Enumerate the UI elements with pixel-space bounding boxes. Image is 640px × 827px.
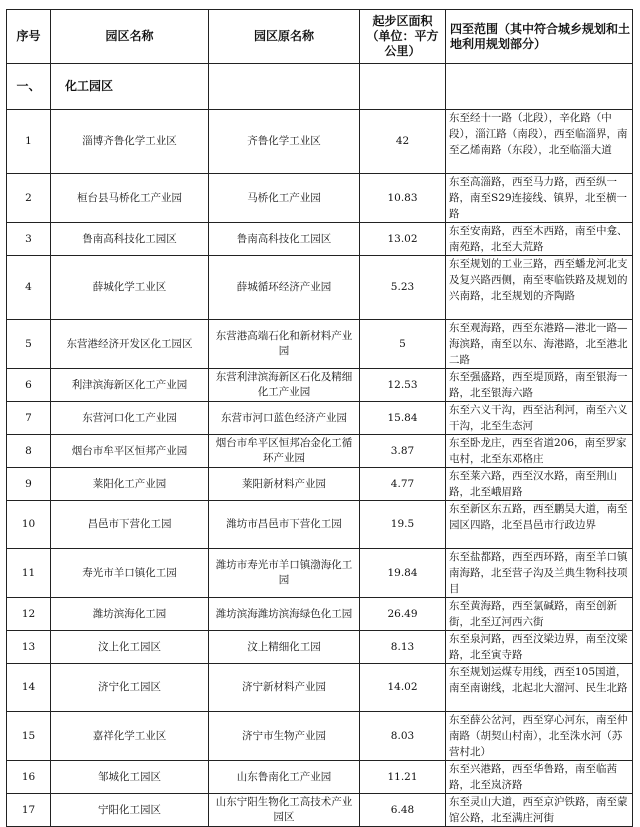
park-original-name: 潍坊市寿光市羊口镇渤海化工园 (209, 549, 360, 598)
park-name: 寿光市羊口镇化工园 (51, 549, 209, 598)
row-number: 17 (7, 794, 51, 827)
row-number: 15 (7, 712, 51, 761)
table-row (7, 435, 633, 468)
header-no: 序号 (7, 10, 51, 64)
park-name: 昌邑市下营化工园 (51, 501, 209, 549)
park-range: 东至卧龙庄，西至省道206，南至罗家屯村，北至东邓格庄 (446, 435, 633, 468)
park-name: 潍坊滨海化工园 (51, 598, 209, 631)
section-number: 一、 (7, 64, 51, 110)
table-row (7, 402, 633, 435)
row-number: 13 (7, 631, 51, 664)
table-body (7, 64, 633, 827)
park-name: 嘉祥化学工业区 (51, 712, 209, 761)
park-area: 6.48 (360, 794, 446, 827)
row-number: 4 (7, 256, 51, 320)
park-original-name: 莱阳新材料产业园 (209, 468, 360, 501)
park-name: 桓台县马桥化工产业园 (51, 174, 209, 223)
park-original-name: 薛城循环经济产业园 (209, 256, 360, 320)
table-row (7, 631, 633, 664)
header-name: 园区名称 (51, 10, 209, 64)
row-number: 2 (7, 174, 51, 223)
table-row (7, 664, 633, 712)
park-original-name: 汶上精细化工园 (209, 631, 360, 664)
park-area: 19.84 (360, 549, 446, 598)
park-area: 5 (360, 320, 446, 369)
park-original-name: 东营市河口蓝色经济产业园 (209, 402, 360, 435)
park-name: 淄博齐鲁化学工业区 (51, 110, 209, 174)
park-original-name: 烟台市牟平区恒邦冶金化工循环产业园 (209, 435, 360, 468)
park-original-name: 济宁新材料产业园 (209, 664, 360, 712)
park-range: 东至强盛路，西至堤顶路，南至银海一路，北至银海六路 (446, 369, 633, 402)
park-original-name: 东营港高端石化和新材料产业园 (209, 320, 360, 369)
table-row (7, 598, 633, 631)
park-area: 4.77 (360, 468, 446, 501)
table-row (7, 549, 633, 598)
row-number: 1 (7, 110, 51, 174)
park-range: 东至泉河路，西至汶梁边界，南至汶梁路，北至寅寺路 (446, 631, 633, 664)
park-area: 8.03 (360, 712, 446, 761)
park-original-name: 东营利津滨海新区石化及精细化工产业园 (209, 369, 360, 402)
header-original-name: 园区原名称 (209, 10, 360, 64)
row-number: 12 (7, 598, 51, 631)
park-original-name: 山东鲁南化工产业园 (209, 761, 360, 794)
park-name: 东营港经济开发区化工园区 (51, 320, 209, 369)
table-row (7, 223, 633, 256)
park-range: 东至六义干沟，西至沾利河，南至六义干沟，北至生态河 (446, 402, 633, 435)
park-area: 12.53 (360, 369, 446, 402)
table-row (7, 256, 633, 320)
row-number: 11 (7, 549, 51, 598)
table-row (7, 501, 633, 549)
park-area: 13.02 (360, 223, 446, 256)
table-row (7, 468, 633, 501)
park-range: 东至观海路，西至东港路—港北一路—海滨路，南至以东、海港路，北至港北二路 (446, 320, 633, 369)
row-number: 7 (7, 402, 51, 435)
table-row (7, 761, 633, 794)
table-row (7, 369, 633, 402)
park-name: 邹城化工园区 (51, 761, 209, 794)
park-area: 15.84 (360, 402, 446, 435)
park-original-name: 山东宁阳生物化工高技术产业园区 (209, 794, 360, 827)
park-range: 东至安南路，西至木西路，南至中龛、南苑路，北至大荒路 (446, 223, 633, 256)
park-name: 烟台市牟平区恒邦产业园 (51, 435, 209, 468)
park-range: 东至经十一路（北段），辛化路（中段），淄江路（南段），西至临淄界，南至乙烯南路（东段），北至临淄大道 (446, 110, 633, 174)
park-area: 19.5 (360, 501, 446, 549)
park-area: 3.87 (360, 435, 446, 468)
park-range: 东至新区东五路，西至鹏昊大道，南至园区四路，北至昌邑市行政边界 (446, 501, 633, 549)
park-range: 东至灵山大道，西至京沪铁路，南至蒙馆公路，北至满庄河街 (446, 794, 633, 827)
park-original-name: 齐鲁化学工业区 (209, 110, 360, 174)
park-area: 11.21 (360, 761, 446, 794)
table-row (7, 320, 633, 369)
section-empty-cell (209, 64, 360, 110)
park-original-name: 鲁南高科技化工园区 (209, 223, 360, 256)
park-name: 薛城化学工业区 (51, 256, 209, 320)
park-range: 东至黄海路，西至氯碱路，南至创新街，北至辽河西六街 (446, 598, 633, 631)
table-row (7, 712, 633, 761)
park-area: 10.83 (360, 174, 446, 223)
park-original-name: 济宁市生物产业园 (209, 712, 360, 761)
section-row (7, 64, 633, 110)
park-name: 济宁化工园区 (51, 664, 209, 712)
section-empty-cell (360, 64, 446, 110)
header-range: 四至范围（其中符合城乡规划和土地利用规划部分） (446, 10, 633, 64)
park-name: 东营河口化工产业园 (51, 402, 209, 435)
park-name: 宁阳化工园区 (51, 794, 209, 827)
row-number: 14 (7, 664, 51, 712)
table-row (7, 110, 633, 174)
header-row (7, 10, 633, 64)
row-number: 5 (7, 320, 51, 369)
park-range: 东至高淄路，西至马力路，西至纵一路，南至S29连接线、镇界，北至横一路 (446, 174, 633, 223)
table-row (7, 794, 633, 827)
row-number: 8 (7, 435, 51, 468)
park-original-name: 潍坊滨海潍坊滨海绿色化工园 (209, 598, 360, 631)
section-empty-cell (446, 64, 633, 110)
park-area: 26.49 (360, 598, 446, 631)
park-range: 东至莱六路，西至汉水路，南至荆山路，北至峨眉路 (446, 468, 633, 501)
park-name: 鲁南高科技化工园区 (51, 223, 209, 256)
park-name: 莱阳化工产业园 (51, 468, 209, 501)
park-original-name: 潍坊市昌邑市下营化工园 (209, 501, 360, 549)
row-number: 9 (7, 468, 51, 501)
park-range: 东至盐都路，西至西环路，南至羊口镇南海路，北至营子沟及兰典生物科技项目 (446, 549, 633, 598)
header-area: 起步区面积（单位：平方公里） (360, 10, 446, 64)
row-number: 3 (7, 223, 51, 256)
park-area: 14.02 (360, 664, 446, 712)
park-name: 汶上化工园区 (51, 631, 209, 664)
row-number: 10 (7, 501, 51, 549)
section-title: 化工园区 (51, 64, 209, 110)
park-name: 利津滨海新区化工产业园 (51, 369, 209, 402)
park-original-name: 马桥化工产业园 (209, 174, 360, 223)
park-range: 东至兴港路，西至华鲁路，南至临茜路，北至岚济路 (446, 761, 633, 794)
row-number: 16 (7, 761, 51, 794)
park-range: 东至规划的工业三路，西至蟠龙河北支及复兴路西侧，南至枣临铁路及规划的兴南路，北至规划的齐陶路 (446, 256, 633, 320)
table-row (7, 174, 633, 223)
park-range: 东至薛公岔河，西至穿心河东，南至仲南路（胡契山村南），北至洙水河（苏营村北） (446, 712, 633, 761)
park-area: 8.13 (360, 631, 446, 664)
park-table (6, 9, 633, 827)
park-area: 42 (360, 110, 446, 174)
park-area: 5.23 (360, 256, 446, 320)
park-range: 东至规划运煤专用线，西至105国道，南至南谢线，北起北大溜河、民生北路 (446, 664, 633, 712)
row-number: 6 (7, 369, 51, 402)
